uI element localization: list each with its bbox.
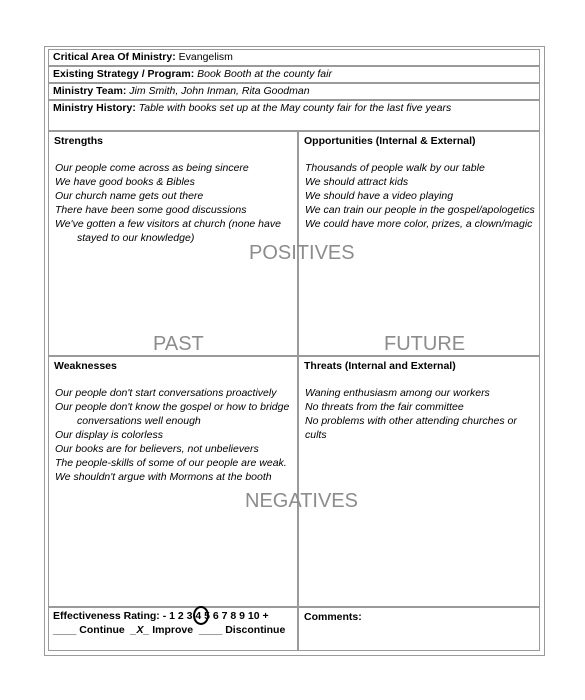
history-label: Ministry History:	[53, 102, 136, 114]
threats-list	[305, 386, 517, 442]
weakness-line: We shouldn't argue with Mormons at the booth	[55, 471, 272, 483]
continue-label: Continue	[79, 624, 125, 636]
improve-mark: _X_	[130, 624, 150, 636]
strategy-label: Existing Strategy / Program:	[53, 68, 195, 80]
discontinue-blank: ____	[198, 624, 223, 636]
weakness-line: The people-skills of some of our people are weak.	[55, 457, 287, 469]
weakness-line: Our people don't start conversations proactively	[55, 387, 277, 399]
strengths-list	[55, 161, 281, 245]
opportunity-line: We should attract kids	[305, 176, 409, 188]
discontinue-label: Discontinue	[225, 624, 286, 636]
strategy-value: Book Booth at the county fair	[197, 68, 332, 80]
opportunity-line: We could have more color, prizes, a clown/magic	[305, 218, 533, 230]
history-row	[48, 100, 540, 131]
history-value: Table with books set up at the May county fair for the last five years	[138, 102, 452, 114]
continue-blank: ____	[53, 624, 77, 636]
critical-area-label: Critical Area Of Ministry:	[53, 51, 176, 63]
weakness-line: conversations well enough	[77, 415, 201, 427]
threat-line: No threats from the fair committee	[305, 401, 464, 413]
threats-cell	[298, 356, 540, 607]
rating-label: Effectiveness Rating:	[53, 610, 160, 622]
strategy-row	[48, 66, 540, 83]
weakness-line: Our books are for believers, not unbelievers	[55, 443, 259, 455]
team-label: Ministry Team:	[53, 85, 127, 97]
opportunity-line: We can train our people in the gospel/apologetics	[305, 204, 535, 216]
improve-label: Improve	[152, 624, 194, 636]
strength-line: There have been some good discussions	[55, 204, 247, 216]
threat-line: Waning enthusiasm among our workers	[305, 387, 490, 399]
negatives-overlay: NEGATIVES	[245, 490, 358, 512]
future-overlay: FUTURE	[384, 333, 466, 355]
positives-overlay: POSITIVES	[249, 242, 355, 264]
weaknesses-list	[55, 386, 289, 484]
threat-line: No problems with other attending churches or	[305, 415, 517, 427]
threats-title: Threats (Internal and External)	[304, 360, 456, 372]
opportunity-line: We should have a video playing	[305, 190, 454, 202]
critical-area-value: Evangelism	[178, 51, 233, 63]
weaknesses-title: Weaknesses	[54, 360, 117, 372]
team-row	[48, 83, 540, 100]
decision-row	[53, 624, 285, 636]
comments-label: Comments:	[304, 611, 362, 623]
weaknesses-cell	[48, 356, 298, 607]
selected-rating-circle	[193, 606, 209, 625]
critical-area-row	[48, 49, 540, 66]
threat-line: cults	[305, 429, 327, 441]
team-value: Jim Smith, John Inman, Rita Goodman	[129, 85, 310, 97]
strength-line: Our church name gets out there	[55, 190, 204, 202]
strength-line: We have good books & Bibles	[55, 176, 195, 188]
opportunities-list	[305, 161, 535, 231]
strength-line: stayed to our knowledge)	[77, 232, 195, 244]
weakness-line: Our people don't know the gospel or how to bridge	[55, 401, 290, 413]
opportunities-title: Opportunities (Internal & External)	[304, 135, 476, 147]
weakness-line: Our display is colorless	[55, 429, 163, 441]
strength-line: Our people come across as being sincere	[55, 162, 249, 174]
strength-line: We've gotten a few visitors at church (none have	[55, 218, 281, 230]
rating-scale: - 1 2 3 4 5 6 7 8 9 10 +	[162, 610, 269, 622]
rating-row	[53, 610, 269, 622]
past-overlay: PAST	[153, 333, 204, 355]
strengths-title: Strengths	[54, 135, 104, 147]
comments-cell	[298, 607, 540, 651]
opportunity-line: Thousands of people walk by our table	[305, 162, 485, 174]
